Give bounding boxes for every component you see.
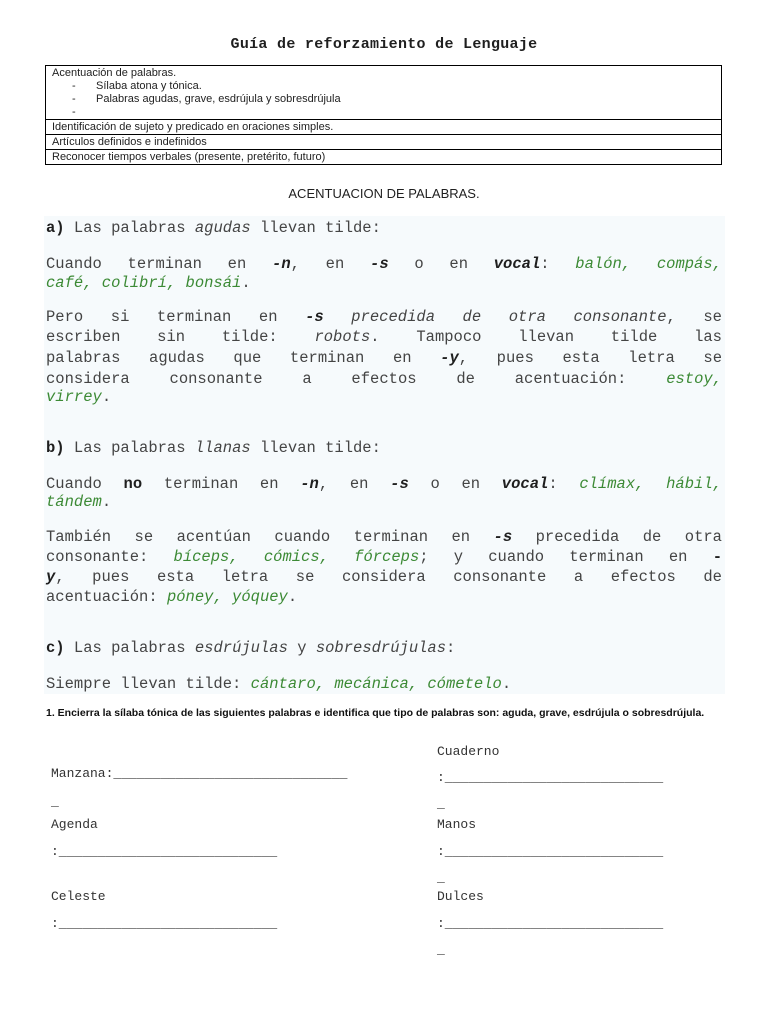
word-manzana-line-cont: _: [51, 794, 59, 809]
word-celeste-label: Celeste: [51, 889, 106, 904]
rule-a-paragraph-2-line-5: virrey.: [46, 388, 112, 406]
list-item: - Sílaba atona y tónica.: [72, 80, 202, 92]
word-cuaderno-answer-line[interactable]: :____________________________: [437, 770, 664, 785]
word-cuaderno-label: Cuaderno: [437, 744, 500, 759]
word-dulces-label: Dulces: [437, 889, 484, 904]
section-heading: ACENTUACION DE PALABRAS.: [288, 186, 480, 201]
topics-table: [45, 65, 722, 165]
topic-subject-predicate: Identificación de sujeto y predicado en oraciones simples.: [46, 120, 722, 135]
rule-c-heading: c) Las palabras esdrújulas y sobresdrújulas:: [46, 639, 456, 657]
rule-a-paragraph-2-line-4: considera consonante a efectos de acentuación: estoy,: [46, 370, 722, 388]
topic-verb-tenses: Reconocer tiempos verbales (presente, pretérito, futuro): [46, 150, 722, 165]
page-title: Guía de reforzamiento de Lenguaje: [230, 36, 538, 53]
rule-b-heading: b) Las palabras llanas llevan tilde:: [46, 439, 381, 457]
list-item: - Palabras agudas, grave, esdrújula y sobresdrújula: [72, 93, 341, 105]
word-manos-line-cont: _: [437, 870, 445, 885]
table-row: [46, 120, 722, 135]
word-manzana-field[interactable]: Manzana:______________________________: [51, 766, 348, 781]
word-celeste-answer-line[interactable]: :____________________________: [51, 916, 278, 931]
list-item: -: [72, 106, 76, 118]
rule-a-paragraph-1: Cuando terminan en -n, en -s o en vocal: balón, compás,: [46, 255, 722, 273]
word-dulces-line-cont: _: [437, 942, 445, 957]
rule-a-heading: a) Las palabras agudas llevan tilde:: [46, 219, 381, 237]
table-row: [46, 135, 722, 150]
rule-a-paragraph-2-line-2: escriben sin tilde: robots. Tampoco llevan tilde las: [46, 328, 722, 346]
rule-b-paragraph-2-line-1: También se acentúan cuando terminan en -s precedida de otra: [46, 528, 722, 546]
word-agenda-label: Agenda: [51, 817, 98, 832]
topic-accentuation: Acentuación de palabras.: [52, 67, 177, 79]
rule-b-paragraph-2-line-4: acentuación: póney, yóquey.: [46, 588, 298, 606]
word-dulces-answer-line[interactable]: :____________________________: [437, 916, 664, 931]
table-row: [46, 66, 722, 120]
word-manos-label: Manos: [437, 817, 477, 832]
rule-b-paragraph-2-line-3: y, pues esta letra se considera consonante a efectos de: [46, 568, 722, 586]
topic-articles: Artículos definidos e indefinidos: [46, 135, 722, 150]
rule-c-paragraph-1: Siempre llevan tilde: cántaro, mecánica, cómetelo.: [46, 675, 512, 693]
rule-a-paragraph-2-line-3: palabras agudas que terminan en -y, pues esta letra se: [46, 349, 722, 367]
rule-b-paragraph-2-line-2: consonante: bíceps, cómics, fórceps; y cuando terminan en -: [46, 548, 722, 566]
rule-a-paragraph-2-line-1: Pero si terminan en -s precedida de otra consonante, se: [46, 308, 722, 326]
word-cuaderno-line-cont: _: [437, 796, 445, 811]
exercise-instruction: 1. Encierra la sílaba tónica de las siguientes palabras e identifica que tipo de palabras son: aguda, grave, esdrújula o sobresdrújula.: [46, 707, 705, 719]
table-row: [46, 150, 722, 165]
rule-b-paragraph-1: Cuando no terminan en -n, en -s o en vocal: clímax, hábil,: [46, 475, 722, 493]
word-manos-answer-line[interactable]: :____________________________: [437, 844, 664, 859]
rule-b-paragraph-1-cont: tándem.: [46, 493, 112, 511]
word-agenda-answer-line[interactable]: :____________________________: [51, 844, 278, 859]
rule-a-paragraph-1-cont: café, colibrí, bonsái.: [46, 274, 251, 292]
